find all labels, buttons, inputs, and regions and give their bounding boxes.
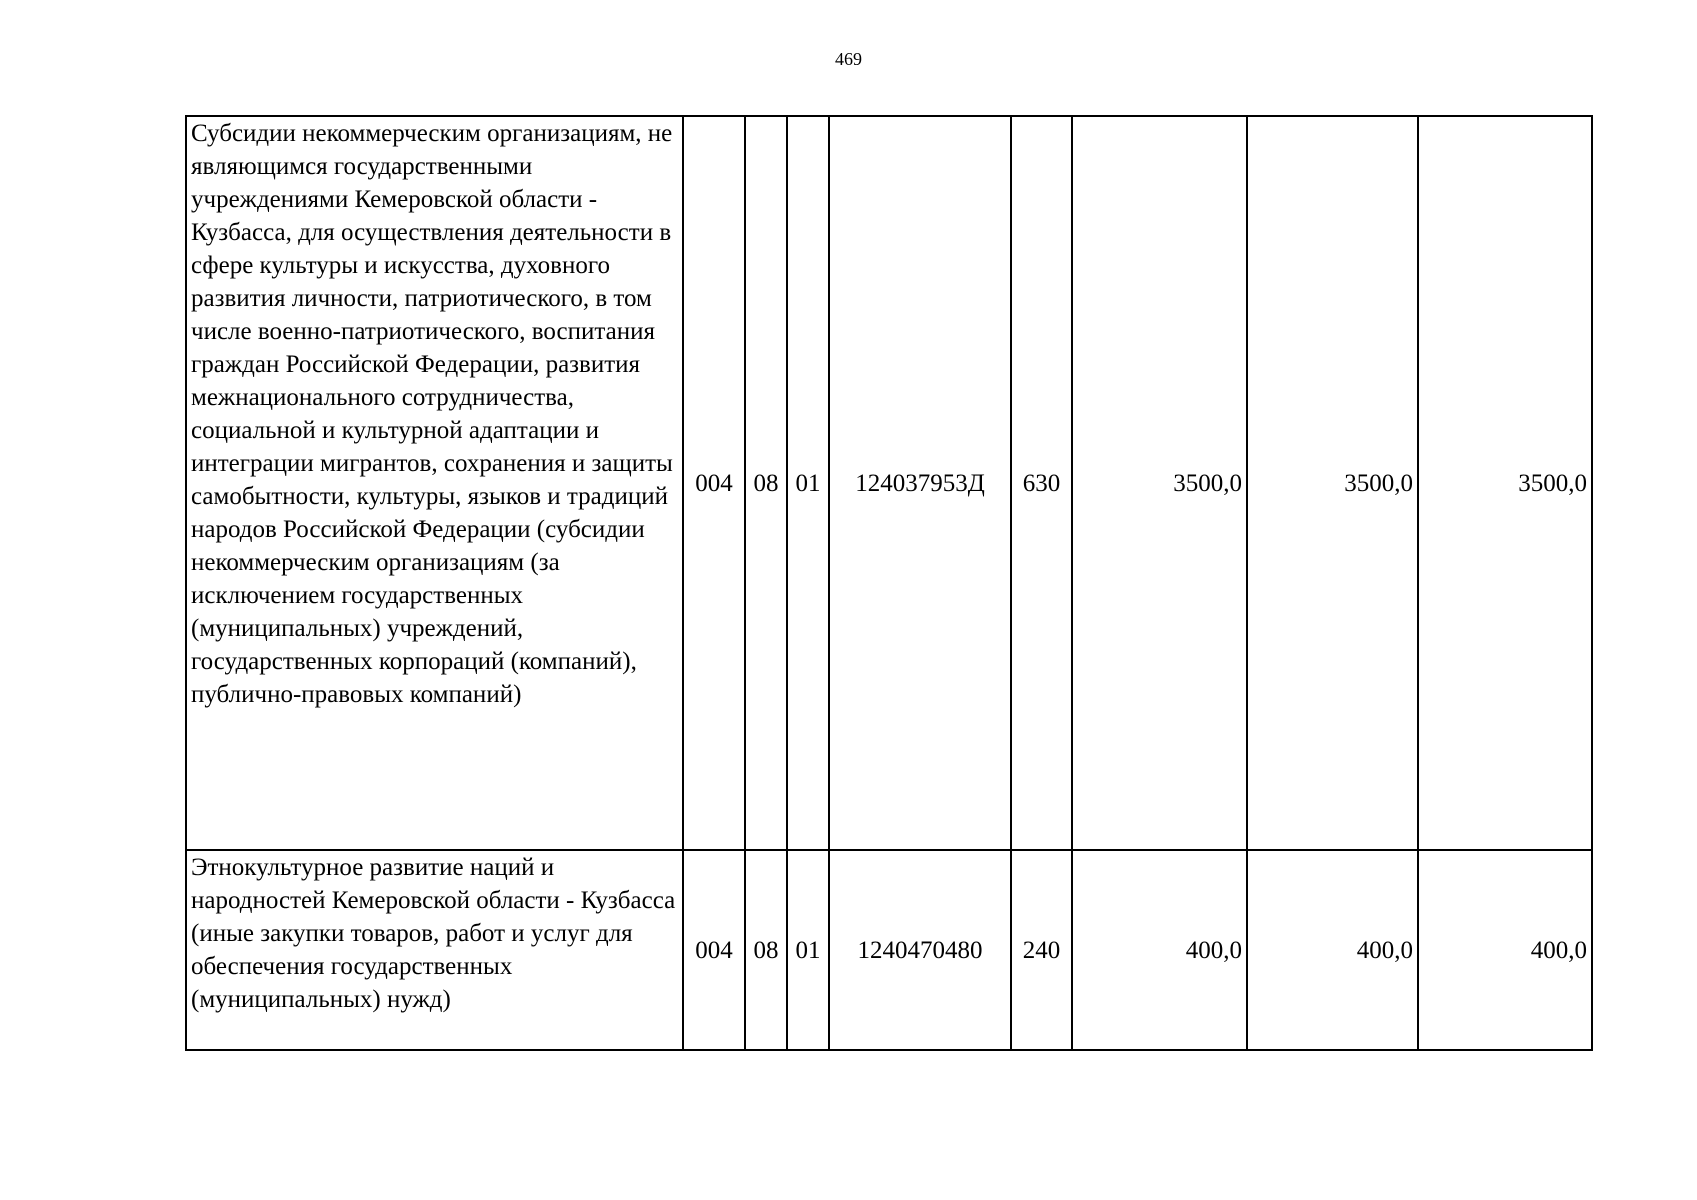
amount-3-cell: 3500,0: [1418, 116, 1592, 850]
row-name-cell: Субсидии некоммерческим организациям, не являющимся государственными учреждениями Кемеровской области - Кузбасса, для осуществления деятельности в сфере культуры и искусства, духовного развития личности, патриотического, в том числе военно-патриотического, воспитания граждан Российской Федерации, развития межнационального сотрудничества, социальной и культурной адаптации и интеграции мигрантов, сохранения и защиты самобытности, культуры, языков и традиций народов Российской Федерации (субсидии некоммерческим организациям (за исключением государственных (муниципальных) учреждений, государственных корпораций (компаний), публично-правовых компаний): [186, 116, 683, 850]
table-row: [186, 116, 1592, 850]
budget-table: [185, 115, 1593, 1051]
ministry-code-cell: 004: [683, 850, 745, 1050]
amount-1-cell: 3500,0: [1072, 116, 1247, 850]
amount-3-cell: 400,0: [1418, 850, 1592, 1050]
subsection-code-cell: 01: [787, 116, 829, 850]
row-name-cell: Этнокультурное развитие наций и народностей Кемеровской области - Кузбасса (иные закупки товаров, работ и услуг для обеспечения государственных (муниципальных) нужд): [186, 850, 683, 1050]
ministry-code-cell: 004: [683, 116, 745, 850]
expense-type-cell: 630: [1011, 116, 1072, 850]
target-article-cell: 124037953Д: [829, 116, 1011, 850]
expense-type-cell: 240: [1011, 850, 1072, 1050]
target-article-cell: 1240470480: [829, 850, 1011, 1050]
amount-1-cell: 400,0: [1072, 850, 1247, 1050]
subsection-code-cell: 01: [787, 850, 829, 1050]
section-code-cell: 08: [745, 116, 787, 850]
page-number: 469: [835, 49, 862, 69]
table-row: [186, 850, 1592, 1050]
section-code-cell: 08: [745, 850, 787, 1050]
amount-2-cell: 3500,0: [1247, 116, 1418, 850]
amount-2-cell: 400,0: [1247, 850, 1418, 1050]
